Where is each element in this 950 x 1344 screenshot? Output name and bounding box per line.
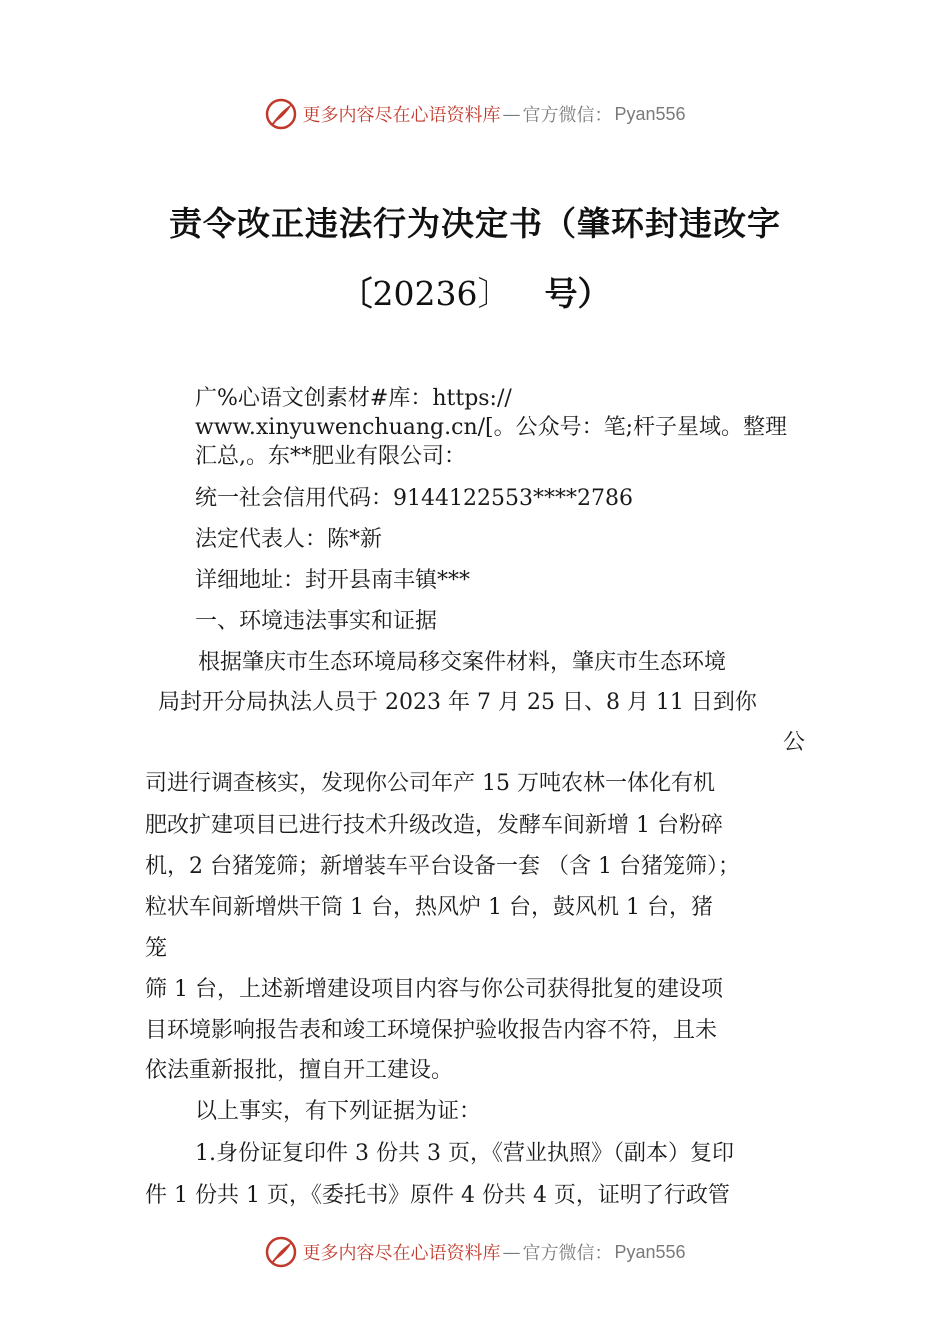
evidence-intro: 以上事实，有下列证据为证： [195,1099,482,1124]
address: 详细地址：封开县南丰镇*** [195,568,471,593]
para1-line: 根据肇庆市生态环境局移交案件材料，肇庆市生态环境 [198,650,727,675]
watermark-line3: 汇总,。东**肥业有限公司： [195,444,466,469]
footer-banner [0,1232,950,1272]
para1-line: 依法重新报批，擅自开工建设。 [145,1058,454,1083]
title-suffix: 号） [544,274,611,313]
watermark-line2: www.xinyuwenchuang.cn/[。公众号：笔;杆子星域。整理 [195,415,788,440]
para1-line: 粒状车间新增烘干筒 1 台，热风炉 1 台，鼓风机 1 台，猪 [145,895,713,920]
para1-line: 筛 1 台，上述新增建设项目内容与你公司获得批复的建设项 [145,977,723,1002]
para1-line: 局封开分局执法人员于 2023 年 7 月 25 日、8 月 11 日到你 [158,690,757,715]
banner-wechat-label: 官方微信： [522,105,613,126]
banner-text: 更多内容尽在心语资料库 [302,105,501,126]
header-banner [0,94,950,134]
watermark-line1: 广%心语文创素材#库：https:// [195,386,512,411]
evidence1-line: 1.身份证复印件 3 份共 3 页，《营业执照》（副本）复印 [195,1141,734,1166]
section1-heading: 一、环境违法事实和证据 [195,609,438,634]
para1-line: 机，2 台猪笼筛；新增装车平台设备一套 （含 1 台猪笼筛）； [145,854,740,879]
quill-logo-icon [264,97,298,131]
evidence1-line: 件 1 份共 1 页，《委托书》原件 4 份共 4 页，证明了行政管 [145,1183,730,1208]
banner-wechat-label: 官方微信： [522,1243,613,1264]
para1-line: 肥改扩建项目已进行技术升级改造，发酵车间新增 1 台粉碎 [145,813,723,838]
para1-line: 司进行调查核实，发现你公司年产 15 万吨农林一体化有机 [145,771,715,796]
banner-separator: — [502,1241,521,1263]
banner-wechat-id: Pyan556 [614,103,686,124]
para1-line: 目环境影响报告表和竣工环境保护验收报告内容不符，且未 [145,1018,718,1043]
legal-representative: 法定代表人：陈*新 [195,527,383,552]
document-title-line1: 责令改正违法行为决定书（肇环封违改字 [169,204,781,243]
quill-logo-icon [264,1235,298,1269]
title-bracket-open: 〔 [339,274,373,313]
banner-text: 更多内容尽在心语资料库 [302,1243,501,1264]
para1-line: 公 [783,730,806,755]
banner-separator: — [502,103,521,125]
para1-line: 笼 [145,936,168,961]
document-title-line2 [0,268,950,315]
credit-code: 统一社会信用代码：9144122553****2786 [195,486,633,511]
title-number: 20236〕 [372,274,511,313]
banner-wechat-id: Pyan556 [614,1241,686,1262]
